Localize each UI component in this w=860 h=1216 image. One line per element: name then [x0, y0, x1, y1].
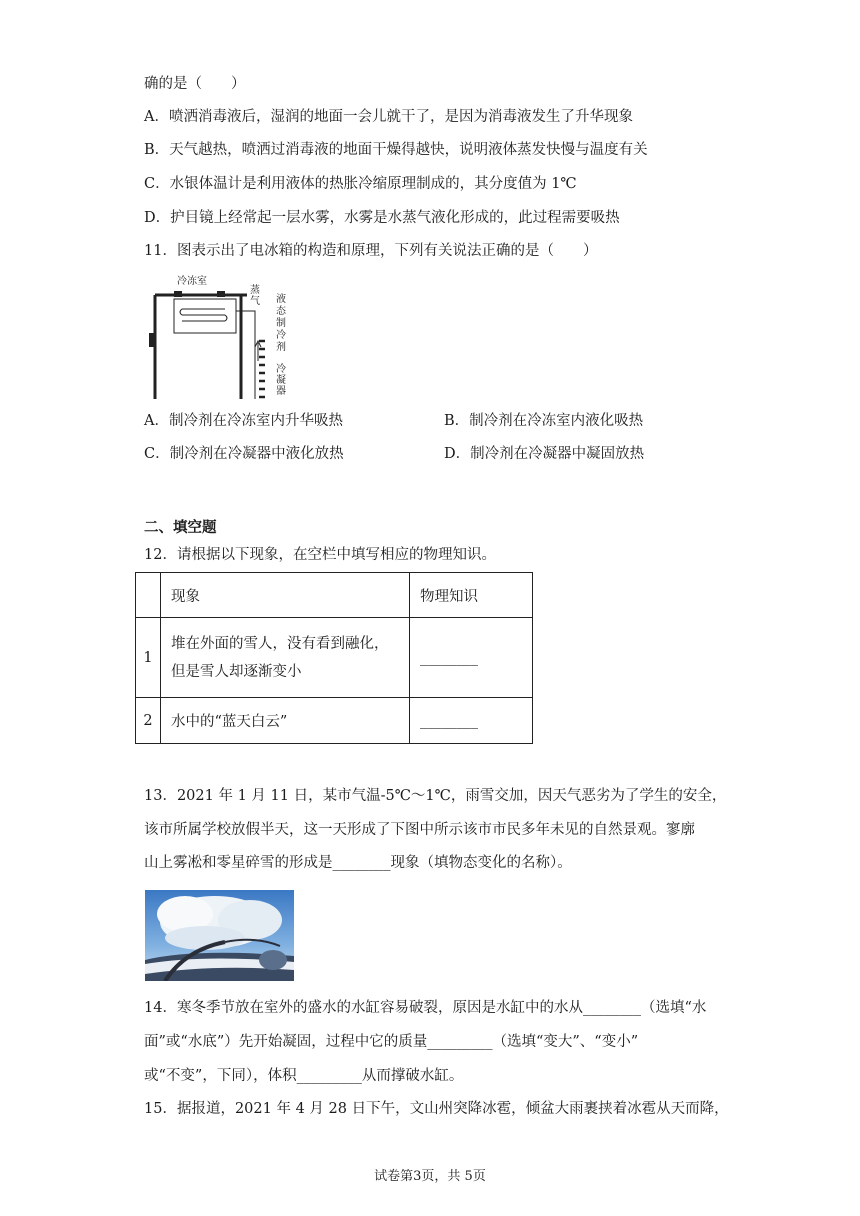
- table-row: [136, 698, 533, 744]
- q10-stem-tail: 确的是（ ）: [144, 76, 246, 92]
- q11-option-c: C．制冷剂在冷凝器中液化放热: [144, 446, 344, 462]
- row-phenomenon-line1: 水中的“蓝天白云”: [161, 698, 410, 744]
- q14-line-1: 14．寒冬季节放在室外的盛水的水缸容易破裂，原因是水缸中的水从________（选填“水: [144, 1000, 707, 1016]
- label-condenser: 冷凝器: [276, 364, 286, 397]
- q14-line-3: 或“不变”，下同），体积_________从而撑破水缸。: [144, 1068, 464, 1084]
- q13-line-3: 山上雾凇和零星碎雪的形成是________现象（填物态变化的名称）。: [144, 855, 572, 871]
- page-footer: 试卷第3页，共 5页: [374, 1169, 486, 1184]
- q12-table: [135, 572, 533, 744]
- label-vapor: 蒸气: [250, 285, 260, 307]
- header-knowledge: 物理知识: [410, 573, 533, 618]
- q12-stem: 12．请根据以下现象，在空栏中填写相应的物理知识。: [144, 547, 496, 563]
- row-phenomenon-line2: 但是雪人却逐渐变小: [171, 663, 302, 680]
- q13-line-1: 13．2021 年 1 月 11 日，某市气温-5℃～1℃，雨雪交加，因天气恶劣为了学生的安全，: [144, 788, 727, 804]
- q11-option-d: D．制冷剂在冷凝器中凝固放热: [444, 446, 645, 462]
- q11-option-a: A．制冷剂在冷冻室内升华吸热: [144, 413, 343, 429]
- rime-landscape-photo: [145, 890, 294, 981]
- q11-stem: 11．图表示出了电冰箱的构造和原理，下列有关说法正确的是（ ）: [144, 243, 598, 259]
- q10-option-b: B．天气越热，喷洒过消毒液的地面干燥得越快，说明液体蒸发快慢与温度有关: [144, 142, 648, 158]
- row-number: 2: [136, 698, 161, 744]
- answer-blank[interactable]: ________: [410, 698, 533, 744]
- q10-option-d: D．护目镜上经常起一层水雾，水雾是水蒸气液化形成的，此过程需要吸热: [144, 210, 620, 226]
- q13-line-2: 该市所属学校放假半天，这一天形成了下图中所示该市市民多年未见的自然景观。寥廓: [144, 822, 695, 838]
- row-number: 1: [136, 618, 161, 698]
- section-title: 二、填空题: [144, 519, 217, 536]
- label-liquid-refrigerant: 液态制冷剂: [276, 294, 286, 353]
- q11-option-b: B．制冷剂在冷冻室内液化吸热: [444, 413, 644, 429]
- q10-option-a: A．喷洒消毒液后，湿润的地面一会儿就干了，是因为消毒液发生了升华现象: [144, 109, 633, 125]
- q15-line-1: 15．据报道，2021 年 4 月 28 日下午，文山州突降冰雹，倾盆大雨裹挟着冰雹从天而降，: [144, 1101, 729, 1117]
- q14-line-2: 面”或“水底”）先开始凝固，过程中它的质量_________（选填“变大”、“变小”: [144, 1034, 639, 1050]
- answer-blank[interactable]: ________: [410, 618, 533, 698]
- q10-option-c: C．水银体温计是利用液体的热胀冷缩原理制成的，其分度值为 1℃: [144, 176, 577, 192]
- table-row: [136, 618, 533, 698]
- header-phenomenon: 现象: [161, 573, 410, 618]
- label-freezer: 冷冻室: [177, 276, 207, 287]
- row-phenomenon-line1: 堆在外面的雪人，没有看到融化，: [171, 635, 389, 652]
